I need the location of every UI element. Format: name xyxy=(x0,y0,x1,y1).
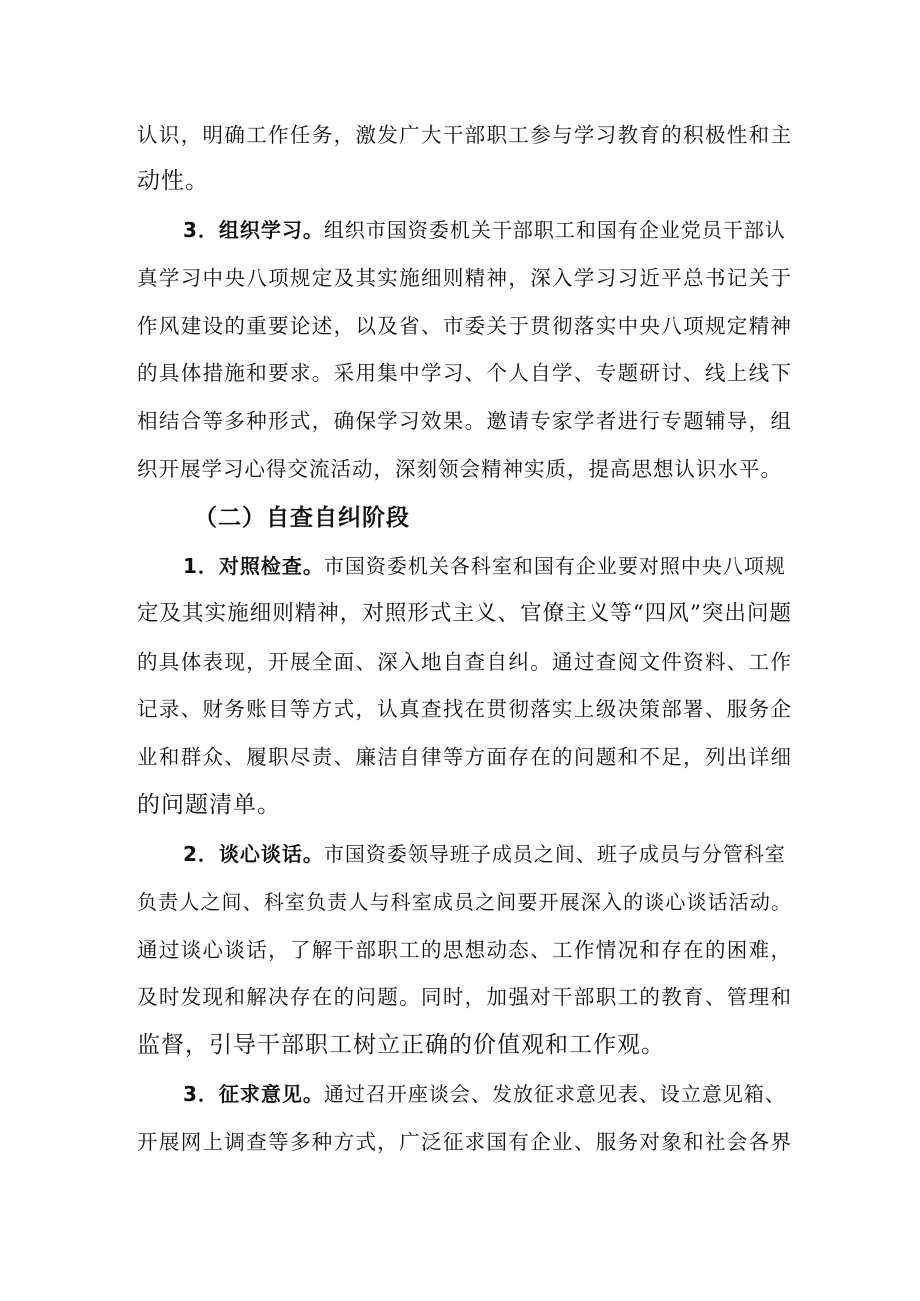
paragraph-line: 动性。 xyxy=(137,168,209,194)
paragraph-text: 通过召开座谈会、发放征求意见表、设立意见箱、 xyxy=(323,1082,786,1106)
paragraph-text: 市国资委领导班子成员之间、班子成员与分管科室 xyxy=(323,842,786,866)
paragraph-line: 的具体表现，开展全面、深入地自查自纠。通过查阅文件资料、工作 xyxy=(137,650,792,674)
paragraph-line: 通过谈心谈话，了解干部职工的思想动态、工作情况和存在的困难， xyxy=(137,938,792,962)
paragraph-line: 记录、财务账目等方式，认真查找在贯彻落实上级决策部署、服务企 xyxy=(137,697,792,721)
paragraph-text: 组织市国资委机关干部职工和国有企业党员干部认 xyxy=(323,218,786,242)
section-heading: （二）自查自纠阶段 xyxy=(194,505,410,531)
paragraph-line: 监督，引导干部职工树立正确的价值观和工作观。 xyxy=(137,1032,665,1058)
item-number: 2． xyxy=(183,842,219,866)
paragraph-line: 开展网上调查等多种方式，广泛征求国有企业、服务对象和社会各界 xyxy=(137,1130,792,1154)
paragraph-line: 真学习中央八项规定及其实施细则精神，深入学习习近平总书记关于 xyxy=(137,266,792,290)
paragraph-line: 定及其实施细则精神，对照形式主义、官僚主义等“四风”突出问题 xyxy=(137,601,792,626)
paragraph-line: 业和群众、履职尽责、廉洁自律等方面存在的问题和不足，列出详细 xyxy=(137,745,792,769)
paragraph-line: 作风建设的重要论述，以及省、市委关于贯彻落实中央八项规定精神 xyxy=(137,314,792,338)
item-heading: 组织学习。 xyxy=(218,218,324,242)
paragraph-first-line xyxy=(183,1079,786,1109)
paragraph-line: 的具体措施和要求。采用集中学习、个人自学、专题研讨、线上线下 xyxy=(137,361,792,385)
item-heading: 谈心谈话。 xyxy=(218,842,324,866)
paragraph-line: 相结合等多种形式，确保学习效果。邀请专家学者进行专题辅导，组 xyxy=(137,409,792,433)
paragraph-first-line xyxy=(183,551,786,581)
item-number: 3． xyxy=(183,218,219,242)
item-number: 3． xyxy=(183,1082,219,1106)
paragraph-line: 织开展学习心得交流活动，深刻领会精神实质，提高思想认识水平。 xyxy=(137,457,782,481)
paragraph-first-line xyxy=(183,215,786,245)
paragraph-line: 的问题清单。 xyxy=(137,792,281,818)
paragraph-text: 市国资委机关各科室和国有企业要对照中央八项规 xyxy=(323,554,786,578)
paragraph-line: 及时发现和解决存在的问题。同时，加强对干部职工的教育、管理和 xyxy=(137,985,792,1009)
item-number: 1． xyxy=(183,554,219,578)
item-heading: 对照检查。 xyxy=(218,554,324,578)
paragraph-first-line xyxy=(183,839,786,869)
paragraph-line: 负责人之间、科室负责人与科室成员之间要开展深入的谈心谈话活动。 xyxy=(137,890,792,914)
item-heading: 征求意见。 xyxy=(218,1082,324,1106)
paragraph-line: 认识，明确工作任务，激发广大干部职工参与学习教育的积极性和主 xyxy=(137,123,792,147)
